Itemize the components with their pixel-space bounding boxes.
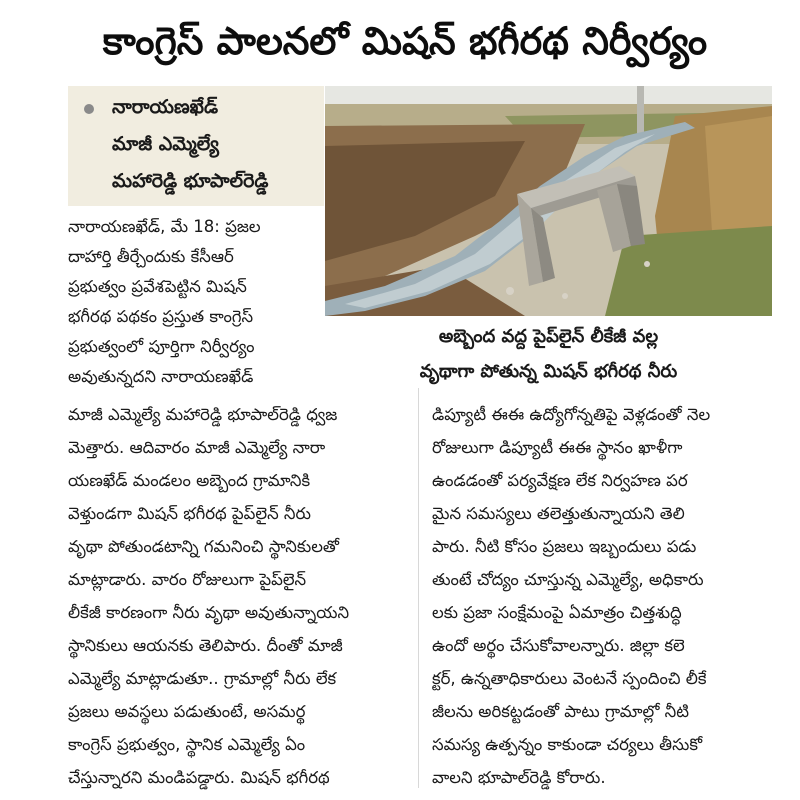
article-line-left: మాజీ ఎమ్మెల్యే మహారెడ్డి భూపాల్‌రెడ్డి ధ్వజ [68,405,338,424]
article-line-left: వెళ్తుండగా మిషన్ భగీరథ పైప్‌లైన్ నీరు [68,504,311,523]
highlight-line-title: మాజీ ఎమ్మెల్యే [112,133,219,155]
photo-caption-line: అబ్బెంద వద్ద పైప్‌లైన్ లీకేజీ వల్ల [438,326,659,347]
article-line-right: ఉందో అర్థం చేసుకోవాలన్నారు. జిల్లా కలె [432,636,685,655]
article-line-left: ఎమ్మెల్యే మాట్లాడుతూ.. గ్రామాల్లో నీరు లేక [68,669,337,688]
highlight-line-place: నారాయణఖేడ్ [112,96,219,118]
article-line-left: కాంగ్రెస్ ప్రభుత్వం, స్థానిక ఎమ్మెల్యే ఏం [68,735,306,754]
photo-caption-line: వృథాగా పోతున్న మిషన్ భగీరథ నీరు [419,361,678,382]
article-line-left: ప్రభుత్వంలో పూర్తిగా నిర్వీర్యం [68,337,255,356]
article-line-left: మెత్తారు. ఆదివారం మాజీ ఎమ్మెల్యే నారా [68,438,326,457]
article-line-left: యణఖేడ్ మండలం అబ్బెంద గ్రామానికి [68,471,311,490]
article-line-right: మైన సమస్యలు తలెత్తుతున్నాయని తెలి [432,504,685,523]
article-line-left: వృథా పోతుండటాన్ని గమనించి స్థానికులతో [68,537,340,556]
article-line-left: లీకేజీ కారణంగా నీరు వృథా అవుతున్నాయని [68,603,350,622]
headline: కాంగ్రెస్ పాలనలో మిషన్ భగీరథ నిర్వీర్యం [102,19,708,63]
article-line-left: ప్రభుత్వం ప్రవేశపెట్టిన మిషన్ [68,277,247,296]
article-line-left: అవుతున్నదని నారాయణఖేడ్ [68,367,254,386]
article-line-left: స్థానికులు ఆయనకు తెలిపారు. దీంతో మాజీ [68,636,343,655]
article-line-right: డిప్యూటీ ఈఈ ఉద్యోగోన్నతిపై వెళ్లడంతో నెల [432,405,711,424]
article-line-right: ఉండడంతో పర్యవేక్షణ లేక నిర్వహణ పర [432,471,688,490]
article-line-left: నారాయణఖేడ్, మే 18: ప్రజల [68,217,261,236]
article-line-right: జీలను అరికట్టడంతో పాటు గ్రామాల్లో నీటి [432,702,689,721]
highlight-line-person: మహారెడ్డి భూపాల్‌రెడ్డి [112,170,269,192]
article-line-right: లకు ప్రజా సంక్షేమంపై ఏమాత్రం చిత్తశుద్ధి [432,603,682,622]
photo-leaking-pipeline-illustration [325,86,772,316]
article-line-left: దాహార్తి తీర్చేందుకు కేసీఆర్ [68,247,234,266]
highlight-box [68,86,324,206]
article-line-left: చేస్తున్నారని మండిపడ్డారు. మిషన్ భగీరథ [68,768,330,787]
news-photo [325,86,772,316]
article-line-right: పారు. నీటి కోసం ప్రజలు ఇబ్బందులు పడు [432,537,697,556]
article-line-left: భగీరథ పథకం ప్రస్తుత కాంగ్రెస్ [68,307,254,326]
article-line-left: మాట్లాడారు. వారం రోజులుగా పైప్‌లైన్ [68,570,307,589]
article-line-right: తుంటే చోద్యం చూస్తున్న ఎమ్మెల్యే, అధికారు [432,570,704,589]
article-line-right: రోజులుగా డిప్యూటీ ఈఈ స్థానం ఖాళీగా [432,438,683,457]
article-line-right: క్టర్, ఉన్నతాధికారులు వెంటనే స్పందించి లీకే [432,669,707,688]
article-line-right: సమస్య ఉత్పన్నం కాకుండా చర్యలు తీసుకో [432,735,703,754]
article-line-right: వాలని భూపాల్‌రెడ్డి కోరారు. [432,768,606,787]
bullet-dot-icon [84,104,94,114]
article-line-left: ప్రజలు అవస్థలు పడుతుంటే, అసమర్థ [68,702,306,721]
